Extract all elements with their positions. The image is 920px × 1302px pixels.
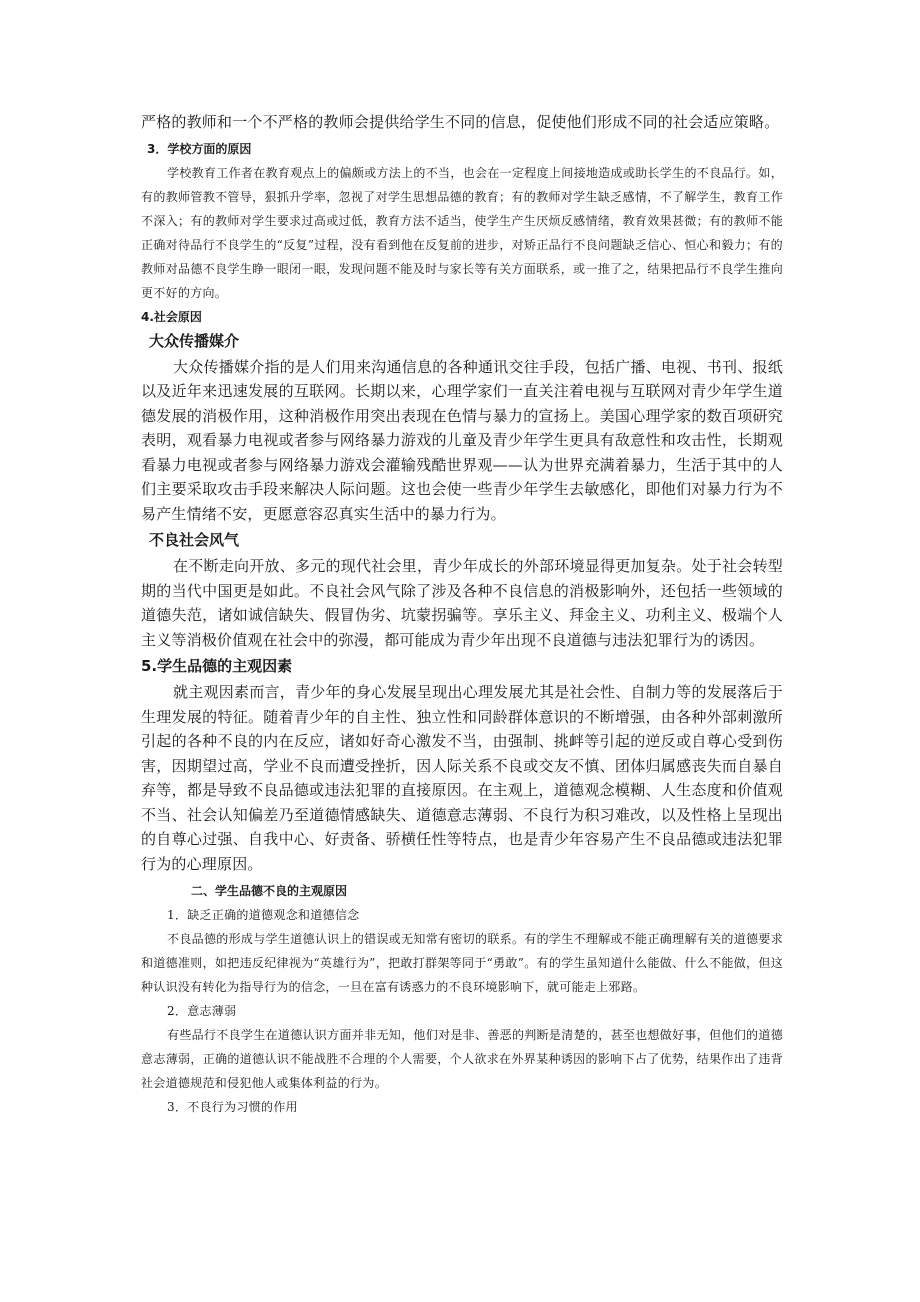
paragraph-item-2: 有些品行不良学生在道德认识方面并非无知，他们对是非、善恶的判断是清楚的，甚至也想做好事，但他们的道德意志薄弱，正确的道德认识不能战胜不合理的个人需要，个人欲求在外界某种诱因的影响下占了优势，结果作出了违背社会道德规范和侵犯他人或集体利益的行为。	[141, 1028, 783, 1090]
heading-mass-media: 大众传播媒介	[149, 331, 240, 350]
document-page	[141, 110, 783, 1119]
paragraph-subjective-factors: 就主观因素而言，青少年的身心发展呈现出心理发展尤其是社会性、自制力等的发展落后于生理发展的特征。随着青少年的自主性、独立性和同龄群体意识的不断增强，由各种外部刺激所引起的各种不良的内在反应，诸如好奇心激发不当，由强制、挑衅等引起的逆反或自尊心受到伤害，因期望过高，学业不良而遭受挫折，因人际关系不良或交友不慎、团体归属感丧失而自暴自弃等，都是导致不良品德或违法犯罪的直接原因。在主观上，道德观念模糊、人生态度和价值观不当、社会认知偏差乃至道德情感缺失、道德意志薄弱、不良行为积习难改，以及性格上呈现出的自尊心过强、自我中心、好责备、骄横任性等特点，也是青少年容易产生不良品德或违法犯罪行为的心理原因。	[141, 683, 783, 873]
heading-subjective-factors: 5.学生品德的主观因素	[141, 657, 293, 675]
paragraph-item-1: 不良品德的形成与学生道德认识上的错误或无知常有密切的联系。有的学生不理解或不能正确理解有关的道德要求和道德准则，如把违反纪律视为“英雄行为”，把敢打群架等同于“勇敢”。有的学生虽知道什么能做、什么不能做，但这种认识没有转化为指导行为的信念，一旦在富有诱惑力的不良环境影响下，就可能走上邪路。	[141, 932, 783, 994]
heading-section-two: 二、学生品德不良的主观原因	[191, 884, 348, 898]
heading-social-reasons: 4.社会原因	[141, 309, 202, 324]
paragraph-bad-social-ethos: 在不断走向开放、多元的现代社会里，青少年成长的外部环境显得更加复杂。处于社会转型期的当代中国更是如此。不良社会风气除了涉及各种不良信息的消极影响外，还包括一些领域的道德失范，诸如诚信缺失、假冒伪劣、坑蒙拐骗等。享乐主义、拜金主义、功利主义、极端个人主义等消极价值观在社会中的弥漫，都可能成为青少年出现不良道德与违法犯罪行为的诱因。	[141, 557, 783, 649]
list-item-3: 3．不良行为习惯的作用	[167, 1100, 298, 1114]
paragraph-mass-media: 大众传播媒介指的是人们用来沟通信息的各种通讯交往手段，包括广播、电视、书刊、报纸以及近年来迅速发展的互联网。长期以来，心理学家们一直关注着电视与互联网对青少年学生道德发展的消极作用，这种消极作用突出表现在色情与暴力的宣扬上。美国心理学家的数百项研究表明，观看暴力电视或者参与网络暴力游戏的儿童及青少年学生更具有敌意性和攻击性，长期观看暴力电视或者参与网络暴力游戏会灌输残酷世界观——认为世界充满着暴力，生活于其中的人们主要采取攻击手段来解决人际问题。这也会使一些青少年学生去敏感化，即他们对暴力行为不易产生情绪不安，更愿意容忍真实生活中的暴力行为。	[141, 357, 783, 523]
heading-bad-social-ethos: 不良社会风气	[149, 531, 240, 549]
heading-school-reasons: 3．学校方面的原因	[147, 141, 252, 156]
list-item-2: 2．意志薄弱	[167, 1004, 237, 1018]
paragraph-continuation: 严格的教师和一个不严格的教师会提供给学生不同的信息，促使他们形成不同的社会适应策略。	[141, 113, 780, 131]
list-item-1: 1．缺乏正确的道德观念和道德信念	[167, 908, 360, 922]
paragraph-school-reasons: 学校教育工作者在教育观点上的偏颇或方法上的不当，也会在一定程度上间接地造成或助长学生的不良品行。如，有的教师管教不管导，狠抓升学率，忽视了对学生思想品德的教育；有的教师对学生缺乏感情，不了解学生，教育工作不深入；有的教师对学生要求过高或过低，教育方法不适当，使学生产生厌烦反感情绪，教育效果甚微；有的教师不能正确对待品行不良学生的“反复”过程，没有看到他在反复前的进步，对矫正品行不良问题缺乏信心、恒心和毅力；有的教师对品德不良学生睁一眼闭一眼，发现问题不能及时与家长等有关方面联系，或一推了之，结果把品行不良学生推向更不好的方向。	[141, 165, 783, 300]
